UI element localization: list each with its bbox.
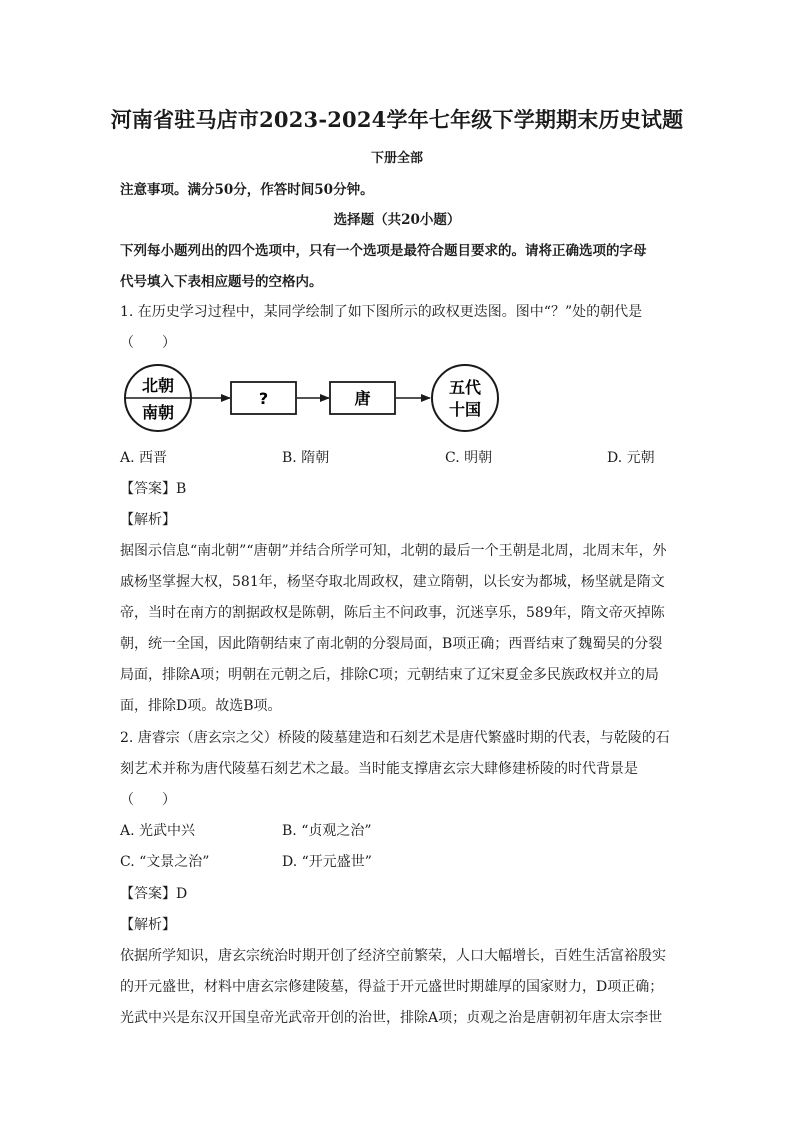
- circle-five-dynasties: [432, 365, 498, 431]
- q1-option-b: B. 隋朝: [282, 450, 330, 466]
- q2-analysis-line: 的开元盛世，材料中唐玄宗修建陵墓，得益于开元盛世时期雄厚的国家财力，D项正确；: [120, 979, 664, 995]
- page-title: 河南省驻马店市2023-2024学年七年级下学期期末历史试题: [110, 107, 684, 132]
- q1-option-c: C. 明朝: [445, 450, 493, 466]
- q1-analysis-line: 帝，当时在南方的割据政权是陈朝，陈后主不问政事，沉迷享乐，589年，隋文帝灭掉陈: [120, 605, 665, 621]
- box2-text: 唐: [354, 389, 371, 408]
- q2-option-c: C. “文景之治”: [120, 854, 210, 870]
- section-heading: 选择题（共20小题）: [333, 212, 461, 228]
- q2-stem-line-2: 刻艺术并称为唐代陵墓石刻艺术之最。当时能支撑唐玄宗大肆修建桥陵的时代背景是: [120, 761, 638, 777]
- notice-text: 注意事项。满分50分，作答时间50分钟。: [120, 182, 374, 198]
- circle1-top-text: 北朝: [141, 376, 175, 395]
- q2-option-a: A. 光武中兴: [120, 823, 196, 839]
- dynasty-succession-diagram: [120, 362, 510, 434]
- box1-text: ?: [258, 389, 269, 408]
- circle2-top-text: 五代: [448, 378, 482, 397]
- q1-analysis-line: 面，排除D项。故选B项。: [120, 698, 282, 714]
- q2-analysis-label: 【解析】: [120, 917, 176, 933]
- q2-answer: 【答案】D: [120, 886, 188, 902]
- circle2-bottom-text: 十国: [448, 400, 482, 419]
- q1-analysis-line: 朝，统一全国，因此隋朝结束了南北朝的分裂局面，B项正确；西晋结束了魏蜀吴的分裂: [120, 636, 663, 652]
- q2-analysis-line: 依据所学知识，唐玄宗统治时期开创了经济空前繁荣，人口大幅增长，百姓生活富裕殷实: [120, 948, 666, 964]
- q1-paren: （ ）: [120, 335, 176, 351]
- page-subtitle: 下册全部: [370, 151, 423, 166]
- q1-analysis-line: 据图示信息“南北朝”“唐朝”并结合所学可知，北朝的最后一个王朝是北周，北周末年，外: [120, 543, 667, 559]
- q1-analysis-line: 局面，排除A项；明朝在元朝之后，排除C项；元朝结束了辽宋夏金多民族政权并立的局: [120, 667, 659, 683]
- q1-answer: 【答案】B: [120, 481, 187, 497]
- q2-option-b: B. “贞观之治”: [282, 823, 372, 839]
- q1-option-a: A. 西晋: [120, 450, 168, 466]
- q1-stem: 1. 在历史学习过程中，某同学绘制了如下图所示的政权更迭图。图中“？”处的朝代是: [120, 304, 643, 320]
- instruction-line-2: 代号填入下表相应题号的空格内。: [120, 274, 323, 290]
- q2-stem-line-1: 2. 唐睿宗（唐玄宗之父）桥陵的陵墓建造和石刻艺术是唐代繁盛时期的代表，与乾陵的石: [120, 730, 670, 746]
- q1-analysis-line: 戚杨坚掌握大权，581年，杨坚夺取北周政权，建立隋朝，以长安为都城，杨坚就是隋文: [120, 574, 665, 590]
- circle1-bottom-text: 南朝: [141, 403, 175, 422]
- q2-paren: （ ）: [120, 792, 176, 808]
- q2-option-d: D. “开元盛世”: [282, 854, 372, 870]
- q2-analysis-line: 光武中兴是东汉开国皇帝光武帝开创的治世，排除A项；贞观之治是唐朝初年唐太宗李世: [120, 1010, 663, 1026]
- q1-option-d: D. 元朝: [607, 450, 655, 466]
- q1-analysis-label: 【解析】: [120, 512, 176, 528]
- instruction-line-1: 下列每小题列出的四个选项中，只有一个选项是最符合题目要求的。请将正确选项的字母: [120, 243, 647, 259]
